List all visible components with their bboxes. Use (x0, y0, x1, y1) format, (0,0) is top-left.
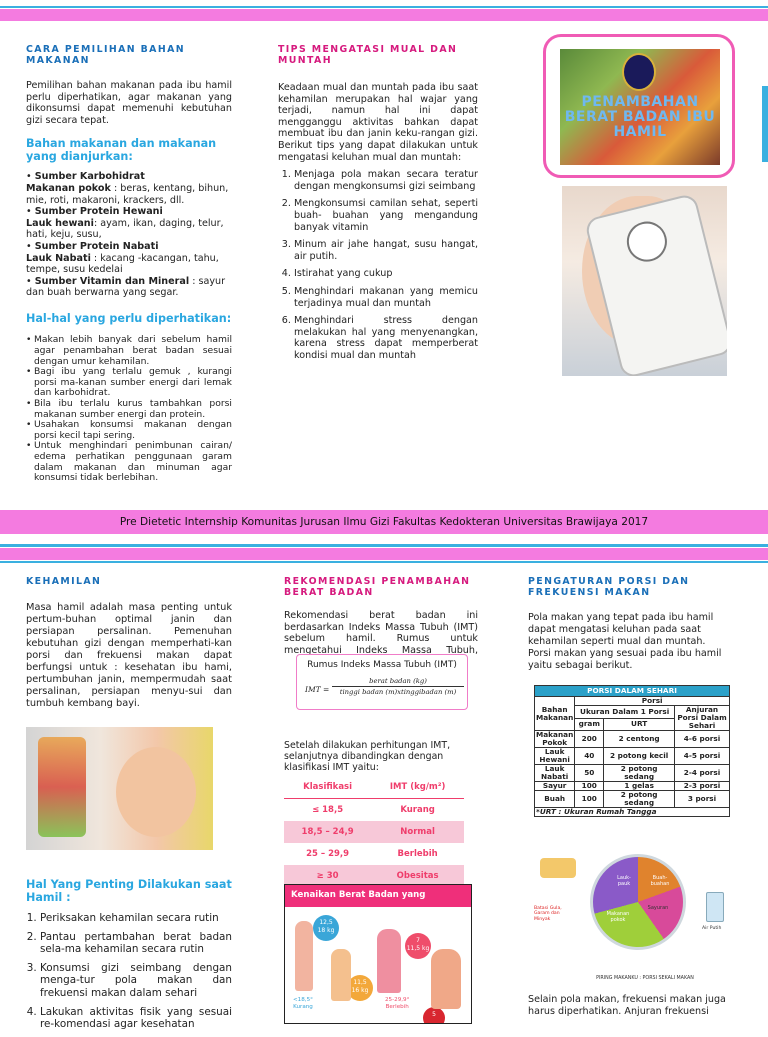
panel-kehamilan-2 (26, 879, 232, 1037)
note-item: • Usahakan konsumsi makanan dengan porsi kecil tapi sering. (26, 420, 232, 441)
plate-side-right: Air Putih (702, 926, 722, 931)
tips-intro: Keadaan mual dan muntah pada ibu saat kehamilan merupakan hal wajar yang terjadi, namun hal ini dapat mengganggu aktivitas bahkan dapat membuat ibu dan janin keku-rangan gizi. Berikut tips yang dapat dilakukan untuk mengatasi keluhan mual dan muntah: (278, 82, 478, 163)
cover-title: PENAMBAHAN BERAT BADAN IBU HAMIL (564, 94, 716, 140)
woman-figure (331, 949, 351, 1001)
kehamilan-step: 3. Konsumsi gizi seimbang dengan menga-tur pola makan dan frekuensi makan dalam sehari (40, 962, 232, 1000)
panel-rekom (284, 576, 478, 654)
tips-heading: TIPS MENGATASI MUAL DAN MUNTAH (278, 44, 458, 66)
mid-rule-2 (0, 561, 768, 563)
porsi-table (534, 685, 730, 817)
pregnant-scale-photo (562, 186, 727, 376)
university-logo (622, 53, 656, 91)
porsi-col-ukuran: Ukuran Dalam 1 Porsi (575, 706, 675, 719)
source-item: • Sumber Protein Hewani Lauk hewani: ayam, ikan, daging, telur, hati, keju, susu, (26, 206, 224, 241)
gain-badge: 12,5 18 kg (313, 915, 339, 941)
imt-cell: Normal (400, 827, 435, 837)
porsi-table-wrap (534, 685, 730, 817)
imt-header: Klasifikasi (284, 776, 371, 799)
source-item: • Sumber Protein Nabati Lauk Nabati : kacang -kacangan, tahu, tempe, susu kedelai (26, 240, 219, 276)
note-item: • Bila ibu terlalu kurus tambahkan porsi makanan sumber energi dan protein. (26, 399, 232, 420)
porsi-row: Sayur 100 1 gelas 2-3 porsi (535, 782, 730, 791)
kehamilan-step: 4. Lakukan aktivitas fisik yang sesuai re-komendasi agar kesehatan (40, 1006, 232, 1031)
kehamilan-heading: KEHAMILAN (26, 576, 102, 587)
formula-num: berat badan (kg) (332, 677, 464, 687)
formula-title: Rumus Indeks Massa Tubuh (IMT) (307, 660, 457, 670)
tips-step: 3. Minum air jahe hangat, susu hangat, air putih. (294, 239, 478, 262)
porsi-col-gram: gram (575, 718, 604, 731)
mid-rule (0, 544, 768, 547)
cara-intro: Pemilihan bahan makanan pada ibu hamil perlu diperhatikan, agar makanan yang dikonsumsi dapat memenuhi kebutuhan gizi secara tepat. (26, 80, 232, 126)
mid-band (0, 548, 768, 560)
plate-chart (590, 854, 686, 950)
plate-label: Buah-buahan (650, 875, 670, 887)
porsi-row: Makanan Pokok 200 2 centong 4-6 porsi (535, 731, 730, 748)
plate-label: Makanan pokok (606, 911, 630, 923)
weight-gain-box (284, 884, 472, 1024)
imt-table-wrap (284, 776, 464, 887)
gain-badge: 5 (423, 1007, 445, 1024)
source-item: • Sumber Vitamin dan Mineral : sayur dan buah berwarna yang segar. (26, 275, 226, 299)
woman-figure (377, 929, 401, 993)
water-glass-icon (706, 892, 724, 922)
cover-box (543, 34, 735, 178)
top-band (0, 9, 768, 21)
woman-figure (295, 921, 313, 991)
rekom-heading: REKOMENDASI PENAMBAHAN BERAT BADAN (284, 576, 471, 598)
imt-cell: ≤ 18,5 (312, 805, 344, 815)
tips-step: 5. Menghindari makanan yang memicu terjadinya mual dan muntah (294, 286, 478, 309)
formula-box (296, 654, 468, 710)
porsi-col-urt: URT (604, 718, 675, 731)
woman-figure (431, 949, 461, 1009)
tips-step: 6. Menghindari stress dengan melakukan hal yang menyenangkan, karena stress dapat memperberat kondisi mual dan muntah (294, 315, 478, 361)
porsi-row: Lauk Nabati 50 2 potong sedang 2-4 porsi (535, 765, 730, 782)
gain-badge: 11,5 16 kg (347, 975, 373, 1001)
imt-cell: Obesitas (396, 871, 439, 881)
plate-illustration (530, 846, 735, 988)
kehamilan-steps (26, 912, 232, 1031)
tips-step: 1. Menjaga pola makan secara teratur dengan mengkonsumsi gizi seimbang (294, 169, 478, 192)
porsi-row: Buah 100 2 potong sedang 3 porsi (535, 791, 730, 808)
porsi-table-title: PORSI DALAM SEHARI (535, 686, 730, 697)
panel-cara (26, 44, 232, 484)
rekom-intro: Rekomendasi berat badan ini berdasarkan Indeks Massa Tubuh (IMT) sebelum hamil. Rumus untuk mengetahui Indeks Massa Tubuh, (284, 610, 478, 654)
source-item: • Sumber Karbohidrat Makanan pokok : beras, kentang, bihun, mie, roti, makaroni, krackers, dll. (26, 171, 229, 206)
imt-cell: Kurang (400, 805, 435, 815)
note-item: • Untuk menghindari penimbunan cairan/ edema perhatikan penggunaan garam dalam makanan dan minuman agar konsumsi tidak berlebihan. (26, 441, 232, 483)
cara-notes (26, 335, 232, 483)
tips-step: 2. Mengkonsumsi camilan sehat, seperti buah- buahan yang mengandung banyak vitamin (294, 198, 478, 233)
plate-label: Sayuran (647, 905, 669, 911)
kehamilan-step: 1. Periksakan kehamilan secara rutin (40, 912, 232, 925)
gain-caption: 25-29,9° Berlebih (385, 997, 410, 1010)
imt-table (284, 776, 464, 887)
formula-lhs: IMT = (305, 685, 330, 694)
porsi-outro: Selain pola makan, frekuensi makan juga harus diperhatikan. Anjuran frekuensi (528, 994, 726, 1017)
pregnant-fruit-photo (26, 727, 213, 850)
plate-label: Lauk-pauk (617, 875, 631, 887)
porsi-heading: PENGATURAN PORSI DAN FREKUENSI MAKAN (528, 576, 690, 598)
imt-cell: Berlebih (397, 849, 438, 859)
cara-heading: CARA PEMILIHAN BAHAN MAKANAN (26, 44, 185, 66)
gula-garam-icon (540, 858, 576, 878)
panel-tips (278, 44, 478, 367)
porsi-intro: Pola makan yang tepat pada ibu hamil dapat mengatasi keluhan pada saat kehamilan seperti mual dan muntah. Porsi makan yang sesuai pada ibu hamil yaitu sebagai berikut. (528, 612, 722, 671)
note-item: • Bagi ibu yang terlalu gemuk , kurangi porsi ma-kanan sumber energi dari lemak dan karbohidrat. (26, 367, 232, 399)
plate-side-left: Batasi Gula, Garam dan Minyak (534, 906, 562, 922)
cara-sub1: Bahan makanan dan makanan yang dianjurkan: (26, 137, 217, 163)
porsi-row: Lauk Hewani 40 2 potong kecil 4-5 porsi (535, 748, 730, 765)
imt-cell: 25 – 29,9 (306, 849, 350, 859)
cara-sub2: Hal-hal yang perlu diperhatikan: (26, 311, 232, 325)
cover-edge (762, 86, 768, 162)
cara-sources (26, 171, 232, 299)
gain-title: Kenaikan Berat Badan yang (285, 885, 471, 907)
porsi-col-porsi: Porsi (575, 697, 730, 706)
formula-den: tinggi badan (m)xtinggibadan (m) (339, 688, 457, 696)
kehamilan-intro: Masa hamil adalah masa penting untuk pertum-buhan optimal janin dan persiapan persalinan. Pemenuhan kebutuhan gizi dengan memperhati-kan porsi dan frekuensi makan dapat berfungsi untuk : kesehatan ibu hami, pertumbuhan janin, mempermudah saat persalinan, persiapan menyu-sui dan tumbuh kembang bayi. (26, 602, 232, 709)
imt-header: IMT (kg/m²) (371, 776, 464, 799)
top-rule (0, 6, 768, 8)
imt-cell: 18,5 – 24,9 (301, 827, 354, 837)
porsi-col-anjuran: Anjuran Porsi Dalam Sehari (675, 706, 730, 731)
panel-kehamilan (26, 576, 232, 710)
rekom-after: Setelah dilakukan perhitungan IMT, selanjutnya dibandingkan dengan klasifikasi IMT yaitu: (284, 740, 451, 774)
footer-band: Pre Dietetic Internship Komunitas Jurusan Ilmu Gizi Fakultas Kedokteran Universitas Brawijaya 2017 (0, 510, 768, 534)
kehamilan-step: 2. Pantau pertambahan berat badan sela-ma kehamilan secara rutin (40, 931, 232, 956)
tips-steps (278, 169, 478, 361)
note-item: • Makan lebih banyak dari sebelum hamil agar penambahan berat badan sesuai dengan umur kehamilan. (26, 335, 232, 367)
tips-step: 4. Istirahat yang cukup (294, 268, 478, 280)
kehamilan-sub: Hal Yang Penting Dilakukan saat Hamil : (26, 878, 232, 904)
imt-cell: ≥ 30 (316, 871, 339, 881)
gain-badge: 7 11,5 kg (405, 933, 431, 959)
gain-caption: <18,5° Kurang (293, 997, 313, 1010)
porsi-table-note: *URT : Ukuran Rumah Tangga (535, 808, 730, 817)
porsi-col-bahan: Bahan Makanan (535, 697, 575, 731)
scale-image (584, 193, 727, 376)
panel-porsi (528, 576, 730, 672)
plate-caption: PIRING MAKANKU : PORSI SEKALI MAKAN (596, 976, 694, 981)
